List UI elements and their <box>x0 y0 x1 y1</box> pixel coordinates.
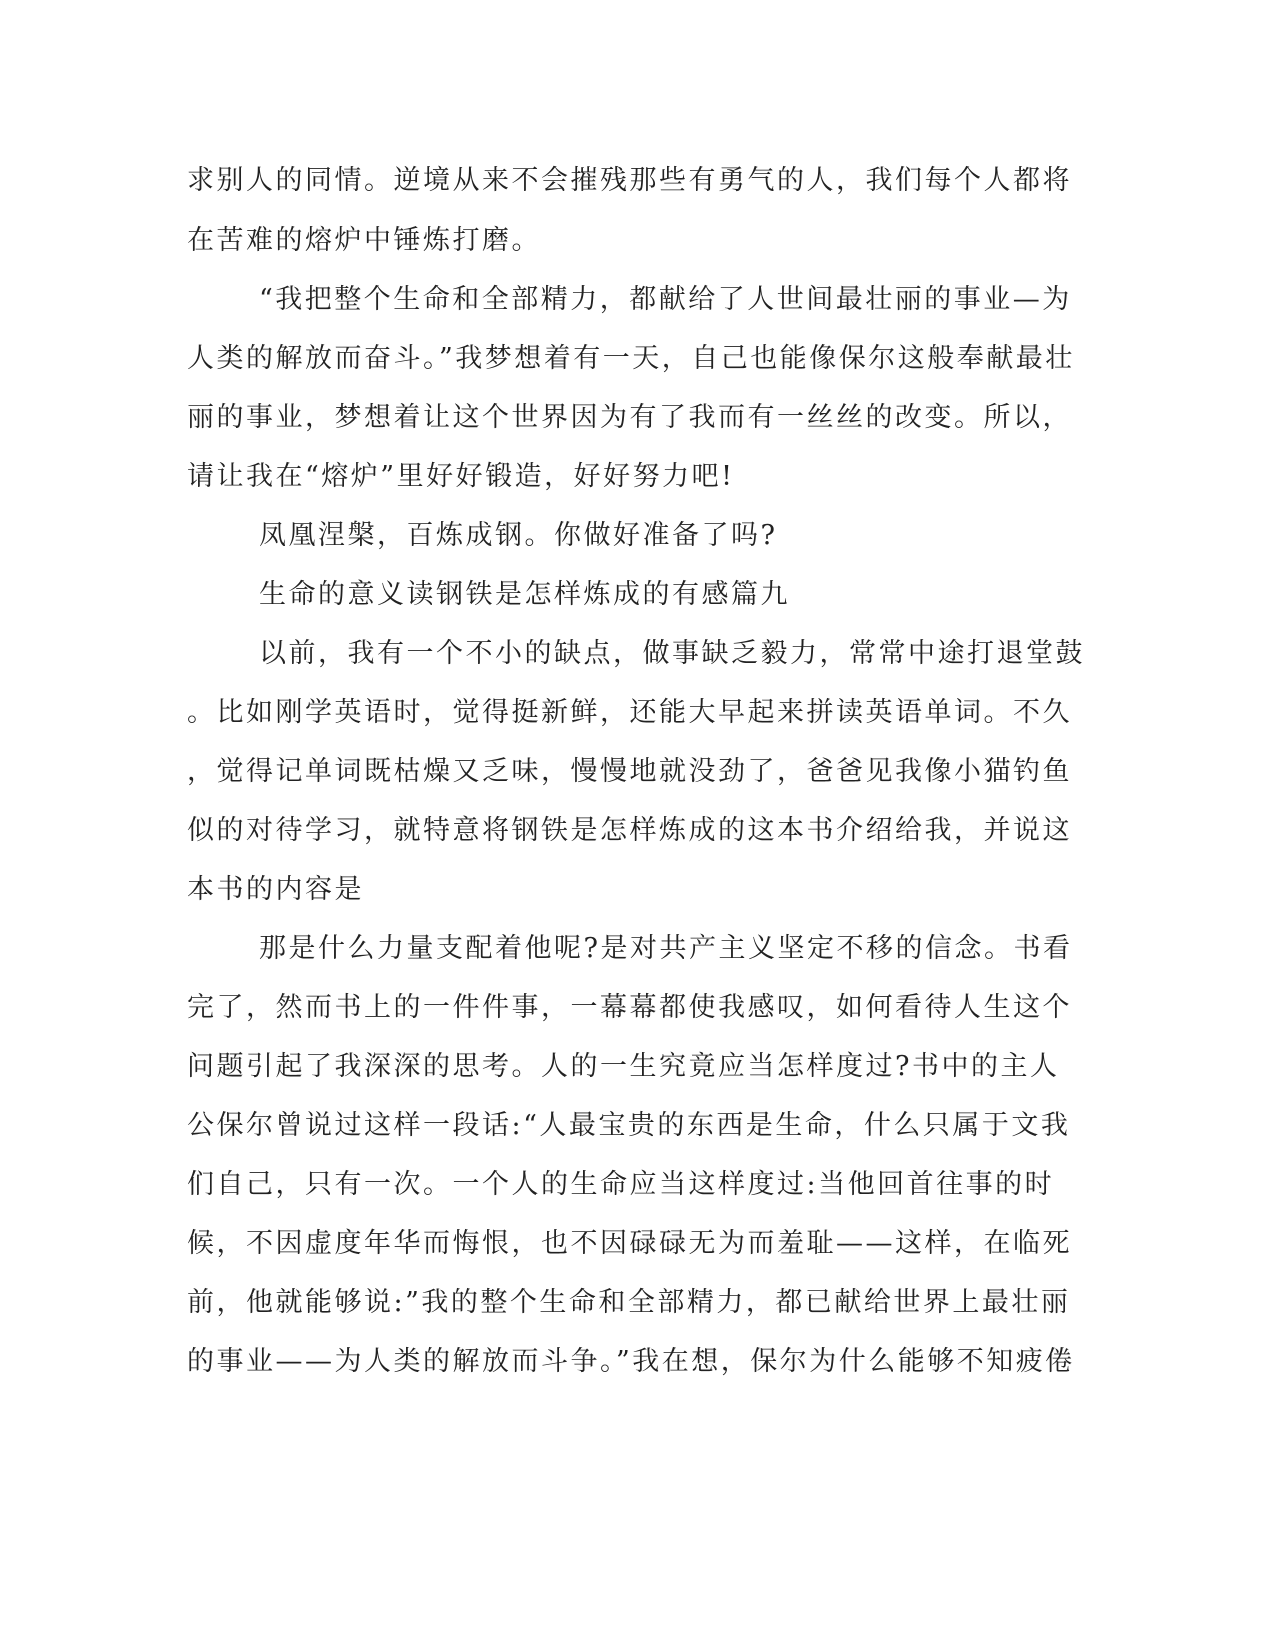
text-line: 们自己，只有一次。一个人的生命应当这样度过:当他回首往事的时 <box>187 1169 1055 1200</box>
text-line: 问题引起了我深深的思考。人的一生究竟应当怎样度过?书中的主人 <box>187 1051 1060 1082</box>
text-line: 请让我在“熔炉”里好好锻造，好好努力吧! <box>187 461 735 492</box>
section-heading: 生命的意义读钢铁是怎样炼成的有感篇九 <box>259 579 790 610</box>
text-line: 在苦难的熔炉中锤炼打磨。 <box>187 225 541 256</box>
paragraph-start: 那是什么力量支配着他呢?是对共产主义坚定不移的信念。书看 <box>259 933 1073 964</box>
text-line: 求别人的同情。逆境从来不会摧残那些有勇气的人，我们每个人都将 <box>187 165 1072 196</box>
paragraph-start: 凤凰涅槃，百炼成钢。你做好准备了吗? <box>259 520 778 551</box>
text-line: 丽的事业，梦想着让这个世界因为有了我而有一丝丝的改变。所以， <box>187 402 1072 433</box>
text-line: 人类的解放而奋斗。”我梦想着有一天，自己也能像保尔这般奉献最壮 <box>187 343 1075 374</box>
text-line: 完了，然而书上的一件件事，一幕幕都使我感叹，如何看待人生这个 <box>187 992 1072 1023</box>
paragraph-start: “我把整个生命和全部精力，都献给了人世间最壮丽的事业—为 <box>259 284 1072 315</box>
text-line: 候，不因虚度年华而悔恨，也不因碌碌无为而羞耻——这样，在临死 <box>187 1228 1072 1259</box>
text-line: 的事业——为人类的解放而斗争。”我在想，保尔为什么能够不知疲倦 <box>187 1346 1075 1377</box>
text-line: 公保尔曾说过这样一段话:“人最宝贵的东西是生命，什么只属于文我 <box>187 1110 1071 1141</box>
paragraph-start: 以前，我有一个不小的缺点，做事缺乏毅力，常常中途打退堂鼓 <box>259 638 1085 669</box>
text-line: 似的对待学习，就特意将钢铁是怎样炼成的这本书介绍给我，并说这 <box>187 815 1072 846</box>
text-line: ，觉得记单词既枯燥又乏味，慢慢地就没劲了，爸爸见我像小猫钓鱼 <box>187 756 1072 787</box>
text-line: 前，他就能够说:”我的整个生命和全部精力，都已献给世界上最壮丽 <box>187 1287 1071 1318</box>
text-line: 。比如刚学英语时，觉得挺新鲜，还能大早起来拼读英语单词。不久 <box>187 697 1072 728</box>
text-line: 本书的内容是 <box>187 874 364 905</box>
